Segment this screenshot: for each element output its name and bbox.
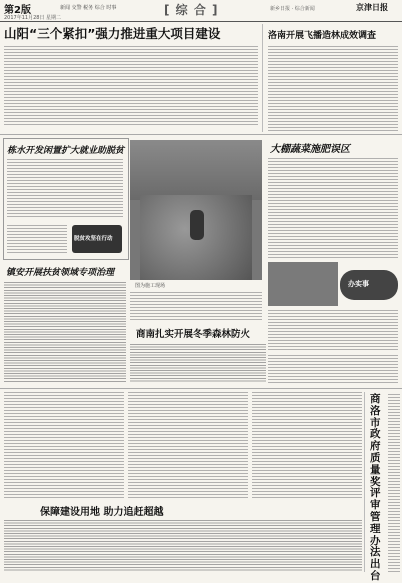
badge-label: 脱贫攻坚在行动 [74,236,113,242]
headline-land-use: 保障建设用地 助力追赶超越 [40,507,164,518]
masthead-nav: 新闻 交警 税务 综合 时事 [60,5,117,11]
column-divider [262,24,263,132]
article-body [130,292,262,322]
section-title: [ 综 合 ] [164,3,219,17]
badge-service [340,270,398,300]
vegetable-photo [268,262,338,306]
article-body [130,344,266,382]
news-photo [130,140,262,280]
headline-main: 山阳“三个紧扣”强力推进重大项目建设 [4,26,221,41]
article-body [268,46,398,131]
headline-employment: 栋水开发闲置扩大就业助脱贫 [7,146,125,156]
photo-caption: 图为施工现场 [135,283,166,289]
date-line: 2017年11月28日 星期二 [4,15,62,21]
page-number: 第2版 [4,5,31,16]
headline-poverty-rectify: 镇安开展扶贫领域专项治理 [6,268,115,278]
masthead [0,0,402,22]
section-divider [0,388,402,389]
badge-poverty [72,225,122,253]
article-body [252,392,362,500]
article-body [4,46,258,126]
headline-afforestation: 洛南开展飞播造林成效调查 [268,31,377,41]
article-body [268,355,398,383]
headline-fire-prevention: 商南扎实开展冬季森林防火 [136,329,251,340]
edition-label: 新乡日报 · 综合新闻 [270,6,315,12]
article-body [7,159,123,219]
headline-vegetables: 大棚蔬菜施肥误区 [270,144,350,155]
column-divider [364,392,365,572]
article-body [128,392,248,500]
newspaper-brand: 京津日报 [356,3,388,12]
section-divider [0,134,402,135]
article-body [4,520,362,572]
masthead-rule [0,21,402,22]
article-body [4,282,126,382]
article-body [268,310,398,352]
article-body [388,394,400,572]
article-box [3,138,129,260]
article-body [268,158,398,258]
badge-label: 办实事 [348,280,369,288]
article-body [7,225,67,253]
article-body [4,392,124,500]
headline-quality-award: 商洛市政府质量奖评审管理办法出台 [370,393,381,582]
